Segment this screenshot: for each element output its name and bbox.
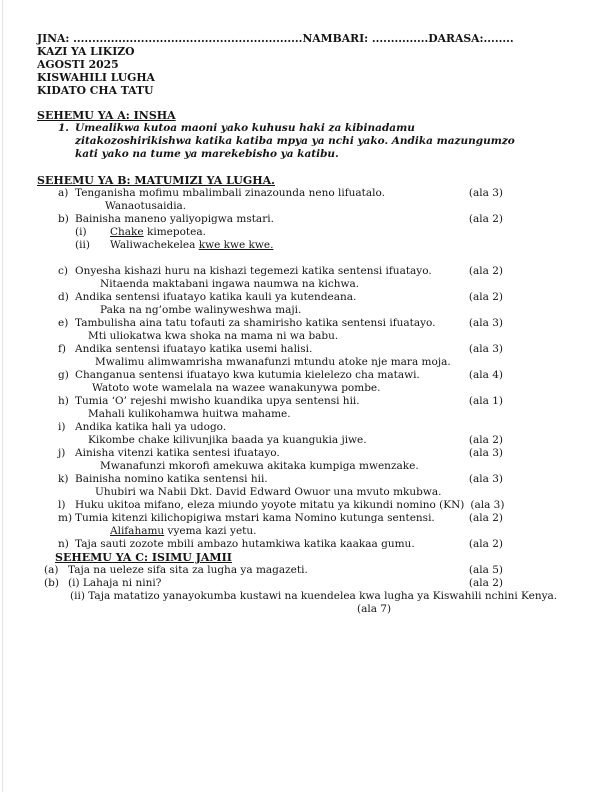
question-letter: (a) bbox=[44, 564, 59, 576]
marks-label: (ala 3) bbox=[468, 473, 503, 485]
question-text bbox=[75, 499, 464, 512]
text-part: Bainisha nomino katika sentensi hii. bbox=[75, 473, 268, 485]
question-item-g bbox=[37, 369, 503, 382]
question-letter: e) bbox=[58, 317, 69, 329]
subline-text bbox=[100, 460, 419, 473]
header-line-subject: KISWAHILI LUGHA bbox=[37, 71, 155, 84]
marks-label: (ala 5) bbox=[468, 564, 503, 576]
question-text bbox=[75, 395, 360, 408]
question-item-d bbox=[37, 291, 503, 304]
question-subline bbox=[37, 239, 503, 252]
text-part: kimepotea. bbox=[143, 226, 206, 238]
question-text bbox=[75, 265, 432, 278]
text-part: Uhubiri wa Nabii Dkt. David Edward Owuor una mvuto mkubwa. bbox=[95, 486, 442, 498]
marks-label: (ala 3) bbox=[470, 499, 505, 511]
subline-text bbox=[88, 330, 338, 343]
marks-label: (ala 2) bbox=[468, 265, 503, 277]
text-part: Kikombe chake kilivunjika baada ya kuangukia jiwe. bbox=[88, 434, 367, 446]
subline-text bbox=[110, 226, 206, 239]
subline-text bbox=[105, 200, 186, 213]
marks-label: (ala 3) bbox=[468, 317, 503, 329]
subline-text bbox=[88, 434, 367, 447]
text-part: Mahali kulikohamwa huitwa mahame. bbox=[88, 408, 291, 420]
marks-label: (ala 2) bbox=[468, 538, 503, 550]
question-subline bbox=[37, 460, 503, 473]
text-part: Tenganisha mofimu mbalimbali zinazounda neno lifuatalo. bbox=[75, 187, 385, 199]
question-subline bbox=[37, 278, 503, 291]
underlined-word: Alifahamu bbox=[110, 525, 165, 537]
marks-label: (ala 1) bbox=[468, 395, 503, 407]
question-letter: j) bbox=[58, 447, 66, 459]
question-letter: g) bbox=[58, 369, 69, 381]
question-item-a bbox=[37, 187, 503, 200]
section-a-title: SEHEMU YA A: INSHA bbox=[37, 109, 176, 122]
text-part: Andika sentensi ifuatayo katika kauli ya kutendeana. bbox=[75, 291, 357, 303]
subline-text bbox=[95, 356, 451, 369]
marks-label: (ala 2) bbox=[468, 434, 503, 446]
question-letter: (b) bbox=[44, 577, 59, 589]
question-item-l bbox=[37, 499, 503, 512]
underlined-word: kwe kwe kwe. bbox=[198, 239, 274, 251]
text-part: Mti uliokatwa kwa shoka na mama ni wa babu. bbox=[88, 330, 339, 342]
question-item-i bbox=[37, 421, 503, 434]
section-c-title: SEHEMU YA C: ISIMU JAMII bbox=[55, 551, 232, 564]
question-letter: n) bbox=[58, 538, 69, 550]
subline-text bbox=[70, 590, 557, 603]
text-part: Wanaotusaidia. bbox=[105, 200, 187, 212]
subline-text bbox=[100, 304, 301, 317]
question-letter: d) bbox=[58, 291, 69, 303]
question-text: Umealikwa kutoa maoni yako kuhusu haki za kibinadamu zitakozoshirikishwa katika katiba mpya ya nchi yako. Andika mazungumzo kati yako na tume ya marekebisho ya katibu. bbox=[75, 122, 515, 160]
underlined-word: Chake bbox=[110, 226, 144, 238]
marks-label: (ala 4) bbox=[468, 369, 503, 381]
section-c-final-marks-row bbox=[37, 603, 503, 616]
question-subline bbox=[37, 356, 503, 369]
text-part: Bainisha maneno yaliyopigwa mstari. bbox=[75, 213, 274, 225]
question-text bbox=[75, 512, 435, 525]
text-part: Taja sauti zozote mbili ambazo hutamkiwa katika kaakaa gumu. bbox=[75, 538, 415, 550]
marks-label: (ala 2) bbox=[468, 213, 503, 225]
question-text bbox=[75, 473, 268, 486]
text-part: vyema kazi yetu. bbox=[164, 525, 257, 537]
text-part: Huku ukitoa mifano, eleza miundo yoyote mitatu ya kikundi nomino (KN) bbox=[75, 499, 465, 511]
question-item-j bbox=[37, 447, 503, 460]
marks-label: (ala 3) bbox=[468, 343, 503, 355]
text-part: Nitaenda maktabani ingawa naumwa na kichwa. bbox=[100, 278, 360, 290]
text-part: Tumia kitenzi kilichopigiwa mstari kama Nomino kutunga sentensi. bbox=[75, 512, 435, 524]
question-text bbox=[75, 291, 356, 304]
question-item-k bbox=[37, 473, 503, 486]
question-text bbox=[68, 577, 161, 590]
question-item-m bbox=[37, 512, 503, 525]
question-letter: m) bbox=[58, 512, 73, 524]
question-letter: i) bbox=[58, 421, 66, 433]
text-part: Mwalimu alimwamrisha mwanafunzi mtundu atoke nje mara moja. bbox=[95, 356, 451, 368]
question-item-e bbox=[37, 317, 503, 330]
header-line-kazi: KAZI YA LIKIZO bbox=[37, 45, 135, 58]
marks-label: (ala 2) bbox=[468, 577, 503, 589]
question-text bbox=[75, 317, 436, 330]
question-letter: f) bbox=[58, 343, 66, 355]
question-subline bbox=[37, 434, 503, 447]
text-part: Paka na ng’ombe walinyweshwa maji. bbox=[100, 304, 302, 316]
subline-text bbox=[92, 382, 380, 395]
text-part: (i) Lahaja ni nini? bbox=[68, 577, 162, 589]
question-item-h bbox=[37, 395, 503, 408]
text-part: Ainisha vitenzi katika sentesi ifuatayo. bbox=[75, 447, 280, 459]
question-letter: h) bbox=[58, 395, 69, 407]
question-letter: b) bbox=[58, 213, 69, 225]
question-subline bbox=[37, 590, 558, 603]
question-text bbox=[75, 187, 385, 200]
text-part: Andika katika hali ya udogo. bbox=[75, 421, 227, 433]
text-part: Waliwachekelea bbox=[110, 239, 199, 251]
text-part: Tumia ‘O’ rejeshi mwisho kuandika upya sentensi hii. bbox=[75, 395, 360, 407]
section-a-question-1 bbox=[37, 122, 594, 161]
section-c-items bbox=[37, 564, 594, 603]
question-subline bbox=[37, 525, 503, 538]
question-text bbox=[75, 213, 274, 226]
subline-text bbox=[100, 278, 359, 291]
question-text bbox=[75, 369, 420, 382]
text-part: Watoto wote wamelala na wazee wanakunywa pombe. bbox=[92, 382, 381, 394]
text-part: Changanua sentensi ifuatayo kwa kutumia kielelezo cha matawi. bbox=[75, 369, 420, 381]
marks-label: (ala 7) bbox=[357, 603, 392, 615]
question-subline bbox=[37, 330, 503, 343]
subline-text bbox=[110, 239, 273, 252]
question-letter: c) bbox=[58, 265, 68, 277]
question-subline bbox=[37, 304, 503, 317]
question-letter: k) bbox=[58, 473, 69, 485]
marks-label: (ala 3) bbox=[468, 187, 503, 199]
section-b-items bbox=[37, 187, 594, 551]
question-text bbox=[75, 421, 226, 434]
question-subline bbox=[37, 200, 503, 213]
question-item-b bbox=[37, 577, 503, 590]
question-item-a bbox=[37, 564, 503, 577]
question-item-c bbox=[37, 265, 503, 278]
text-part: Mwanafunzi mkorofi amekuwa akitaka kumpiga mwenzake. bbox=[100, 460, 419, 472]
page-edge-line bbox=[2, 0, 3, 792]
question-item-n bbox=[37, 538, 503, 551]
subline-text bbox=[95, 486, 441, 499]
text-part: Onyesha kishazi huru na kishazi tegemezi katika sentensi ifuatayo. bbox=[75, 265, 432, 277]
header-line-date: AGOSTI 2025 bbox=[37, 58, 119, 71]
subline-text bbox=[110, 525, 256, 538]
question-letter: a) bbox=[58, 187, 69, 199]
question-text bbox=[75, 343, 312, 356]
subitem-label: (ii) bbox=[75, 239, 90, 251]
subitem-label: (i) bbox=[75, 226, 87, 238]
text-part: (ii) Taja matatizo yanayokumba kustawi na kuendelea kwa lugha ya Kiswahili nchini Kenya. bbox=[70, 590, 558, 602]
subline-text bbox=[88, 408, 291, 421]
question-letter: l) bbox=[58, 499, 66, 511]
text-part: Andika sentensi ifuatayo katika usemi halisi. bbox=[75, 343, 313, 355]
header-line-form: KIDATO CHA TATU bbox=[37, 84, 154, 97]
question-subline bbox=[37, 382, 503, 395]
section-b-title: SEHEMU YA B: MATUMIZI YA LUGHA. bbox=[37, 174, 276, 187]
text-part: Taja na ueleze sifa sita za lugha ya magazeti. bbox=[68, 564, 308, 576]
question-subline bbox=[37, 408, 503, 421]
exam-header bbox=[37, 32, 594, 97]
question-text bbox=[68, 564, 308, 577]
marks-label: (ala 3) bbox=[468, 447, 503, 459]
marks-label: (ala 2) bbox=[468, 291, 503, 303]
question-item-f bbox=[37, 343, 503, 356]
question-text bbox=[75, 447, 280, 460]
question-item-b bbox=[37, 213, 503, 226]
text-part: Tambulisha aina tatu tofauti za shamirisho katika sentensi ifuatayo. bbox=[75, 317, 436, 329]
marks-label: (ala 2) bbox=[468, 512, 503, 524]
question-text bbox=[75, 538, 415, 551]
question-subline bbox=[37, 226, 503, 239]
question-subline bbox=[37, 486, 503, 499]
name-number-class-line: JINA: .............................................................NAMBARI: ...............DARASA:........ bbox=[37, 32, 514, 45]
question-number: 1. bbox=[58, 122, 69, 134]
